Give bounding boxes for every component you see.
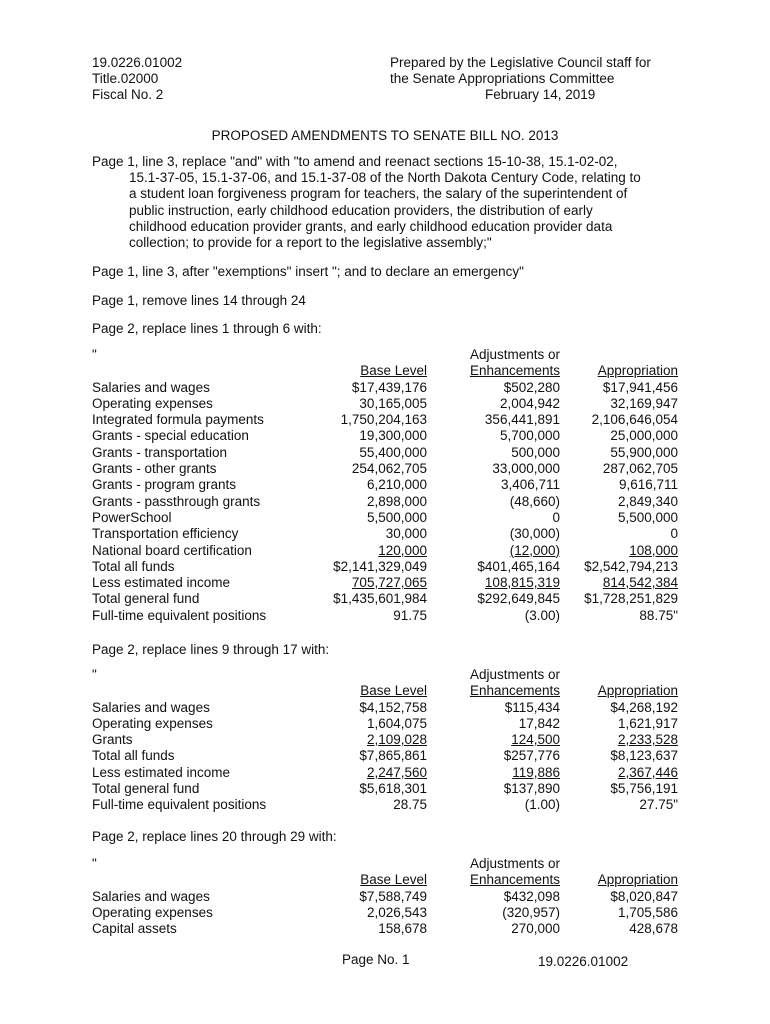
- enhancement-value: $292,649,845: [477, 591, 560, 607]
- enhancement-value: 108,815,319: [484, 575, 560, 591]
- appropriation-value: 25,000,000: [610, 428, 678, 444]
- enhancement-value: 2,004,942: [499, 395, 560, 411]
- base-level-value: 2,898,000: [366, 493, 427, 509]
- section-3-rows: [92, 889, 678, 938]
- section-3-open-quote: ": [92, 856, 97, 871]
- enhancement-value: 0: [552, 509, 560, 525]
- adjustments-header-top: Adjustments or: [469, 667, 560, 682]
- base-level-value: 30,165,005: [359, 395, 427, 411]
- adjustments-header-top: Adjustments or: [469, 347, 560, 362]
- base-level-value: 120,000: [378, 542, 427, 558]
- row-label: Full-time equivalent positions: [92, 797, 267, 813]
- enhancement-value: (1.00): [524, 797, 560, 813]
- appropriation-value: $17,941,456: [602, 379, 678, 395]
- table-row: [92, 526, 678, 542]
- base-level-value: $5,618,301: [359, 781, 427, 797]
- row-label: Grants - other grants: [92, 461, 217, 477]
- page-number: Page No. 1: [342, 952, 410, 967]
- base-level-value: 30,000: [385, 526, 427, 542]
- section-1-table: [92, 347, 678, 624]
- appropriation-value: 32,169,947: [610, 395, 678, 411]
- table-row: [92, 543, 678, 559]
- table-row: [92, 700, 678, 716]
- row-label: Grants: [92, 732, 133, 748]
- amendment-2: Page 1, line 3, after "exemptions" insert "; and to declare an emergency": [92, 264, 524, 279]
- appropriation-value: 428,678: [629, 921, 678, 937]
- prepared-by: Prepared by the Legislative Council staff for: [390, 55, 651, 70]
- table-row: [92, 575, 678, 591]
- enhancement-value: $137,890: [503, 781, 560, 797]
- table-row: [92, 765, 678, 781]
- table-header: [92, 363, 678, 379]
- enhancement-value: (3.00): [524, 607, 560, 623]
- table-header: [92, 683, 678, 699]
- table-row: [92, 559, 678, 575]
- table-row: [92, 477, 678, 493]
- base-level-value: 28.75: [393, 797, 427, 813]
- row-label: Total general fund: [92, 591, 200, 607]
- appropriation-value: 2,106,646,054: [591, 412, 678, 428]
- appropriation-value: 2,233,528: [617, 732, 678, 748]
- base-level-value: $7,588,749: [359, 888, 427, 904]
- appropriation-value: $8,123,637: [610, 748, 678, 764]
- enhancement-value: 3,406,711: [500, 477, 560, 493]
- base-level-value: $17,439,176: [351, 379, 427, 395]
- appropriation-value: $8,020,847: [610, 888, 678, 904]
- base-level-value: 19,300,000: [359, 428, 427, 444]
- row-label: Total general fund: [92, 781, 200, 797]
- section-1-rows: [92, 380, 678, 624]
- base-level-value: 1,750,204,163: [340, 412, 427, 428]
- section-3-instruction: Page 2, replace lines 20 through 29 with:: [92, 829, 337, 844]
- appropriation-value: 27.75": [639, 797, 678, 813]
- appropriation-value: 287,062,705: [602, 461, 678, 477]
- row-label: Operating expenses: [92, 395, 213, 411]
- appropriation-value: $1,728,251,829: [584, 591, 678, 607]
- section-2-table: [92, 667, 678, 814]
- appropriation-value: 1,705,586: [617, 904, 678, 920]
- title-number: Title.02000: [92, 71, 159, 86]
- row-label: Grants - transportation: [92, 444, 228, 460]
- table-row: [92, 380, 678, 396]
- appropriation-value: 0: [670, 526, 678, 542]
- appropriation-value: 814,542,384: [602, 575, 678, 591]
- table-row: [92, 494, 678, 510]
- doc-number: 19.0226.01002: [92, 55, 183, 70]
- appropriation-value: 2,849,340: [617, 493, 678, 509]
- table-row: [92, 716, 678, 732]
- appropriation-value: 2,367,446: [617, 764, 678, 780]
- section-2-instruction: Page 2, replace lines 9 through 17 with:: [92, 642, 330, 657]
- row-label: Salaries and wages: [92, 699, 210, 715]
- table-header-top: [92, 667, 678, 683]
- table-row: [92, 445, 678, 461]
- enhancement-value: 356,441,891: [484, 412, 560, 428]
- enhancement-value: 500,000: [511, 444, 560, 460]
- row-label: Operating expenses: [92, 715, 213, 731]
- enhancement-value: $401,465,164: [477, 558, 560, 574]
- enhancement-value: $115,434: [504, 699, 560, 715]
- committee: the Senate Appropriations Committee: [390, 71, 615, 86]
- table-header-top: [92, 856, 678, 872]
- section-2-rows: [92, 700, 678, 814]
- enhancement-value: (48,660): [509, 493, 560, 509]
- adjustments-header-top: Adjustments or: [469, 856, 560, 871]
- base-level-value: 2,109,028: [366, 732, 427, 748]
- amendment-1-line-3: a student loan forgiveness program for teachers, the salary of the superintendent of: [129, 186, 628, 202]
- enhancement-value: (12,000): [509, 542, 560, 558]
- document-title: PROPOSED AMENDMENTS TO SENATE BILL NO. 2013: [211, 128, 559, 143]
- base-level-value: 55,400,000: [359, 444, 427, 460]
- amendment-1: [92, 154, 692, 251]
- row-label: Integrated formula payments: [92, 412, 264, 428]
- header-left: [92, 55, 182, 103]
- table-row: [92, 781, 678, 797]
- base-level-value: $2,141,329,049: [333, 558, 427, 574]
- table-row: [92, 905, 678, 921]
- row-label: Less estimated income: [92, 764, 231, 780]
- row-label: Full-time equivalent positions: [92, 607, 267, 623]
- amendment-1-line-5: childhood education provider grants, and early childhood education provider data: [129, 218, 613, 234]
- amendment-1-line-1: Page 1, line 3, replace "and" with "to amend and reenact sections 15-10-38, 15.1-02-02,: [92, 154, 618, 169]
- row-label: Salaries and wages: [92, 888, 210, 904]
- base-level-value: 6,210,000: [366, 477, 427, 493]
- table-row: [92, 748, 678, 764]
- header-right: [390, 55, 651, 103]
- appropriation-value: $5,756,191: [610, 781, 678, 797]
- row-label: National board certification: [92, 542, 252, 558]
- appropriation-header: Appropriation: [597, 683, 678, 699]
- header-date: February 14, 2019: [485, 87, 596, 102]
- appropriation-value: 1,621,917: [617, 715, 678, 731]
- row-label: Less estimated income: [92, 575, 231, 591]
- appropriation-value: 55,900,000: [610, 444, 678, 460]
- row-label: Capital assets: [92, 921, 177, 937]
- base-level-value: 1,604,075: [366, 715, 427, 731]
- row-label: Total all funds: [92, 558, 175, 574]
- row-label: Grants - special education: [92, 428, 249, 444]
- table-row: [92, 608, 678, 624]
- section-3-table: [92, 856, 678, 937]
- enhancements-header: Enhancements: [469, 363, 560, 379]
- appropriation-value: 108,000: [629, 542, 678, 558]
- row-label: PowerSchool: [92, 509, 172, 525]
- base-level-value: $4,152,758: [359, 699, 427, 715]
- section-1-instruction: Page 2, replace lines 1 through 6 with:: [92, 321, 322, 336]
- base-level-header: Base Level: [360, 872, 427, 888]
- row-label: Grants - program grants: [92, 477, 237, 493]
- base-level-value: 705,727,065: [351, 575, 427, 591]
- base-level-value: 2,247,560: [366, 764, 427, 780]
- fiscal-number: Fiscal No. 2: [92, 87, 164, 102]
- enhancements-header: Enhancements: [469, 872, 560, 888]
- appropriation-value: 5,500,000: [617, 509, 678, 525]
- enhancements-header: Enhancements: [469, 683, 560, 699]
- amendment-1-line-6: collection; to provide for a report to the legislative assembly;": [129, 235, 492, 251]
- base-level-header: Base Level: [360, 683, 427, 699]
- table-row: [92, 732, 678, 748]
- table-row: [92, 428, 678, 444]
- table-row: [92, 921, 678, 937]
- row-label: Transportation efficiency: [92, 526, 239, 542]
- enhancement-value: 5,700,000: [499, 428, 560, 444]
- amendment-3: Page 1, remove lines 14 through 24: [92, 293, 306, 308]
- enhancement-value: $432,098: [503, 888, 560, 904]
- base-level-value: 158,678: [378, 921, 427, 937]
- enhancement-value: $502,280: [503, 379, 560, 395]
- row-label: Grants - passthrough grants: [92, 493, 261, 509]
- appropriation-value: $2,542,794,213: [584, 558, 678, 574]
- enhancement-value: 124,500: [511, 732, 560, 748]
- appropriation-value: $4,268,192: [610, 699, 678, 715]
- base-level-value: $7,865,861: [359, 748, 427, 764]
- table-header-top: [92, 347, 678, 363]
- base-level-value: 5,500,000: [366, 509, 427, 525]
- table-row: [92, 461, 678, 477]
- table-row: [92, 889, 678, 905]
- enhancement-value: 17,842: [518, 715, 560, 731]
- table-header: [92, 872, 678, 888]
- appropriation-header: Appropriation: [597, 363, 678, 379]
- table-row: [92, 510, 678, 526]
- base-level-value: 254,062,705: [351, 461, 427, 477]
- footer-doc-id: 19.0226.01002: [538, 954, 629, 969]
- base-level-value: 2,026,543: [366, 904, 427, 920]
- enhancement-value: $257,776: [503, 748, 560, 764]
- section-1-open-quote: ": [92, 347, 97, 362]
- base-level-value: $1,435,601,984: [333, 591, 427, 607]
- enhancement-value: (30,000): [509, 526, 560, 542]
- table-row: [92, 591, 678, 607]
- enhancement-value: 33,000,000: [492, 461, 560, 477]
- row-label: Salaries and wages: [92, 379, 210, 395]
- base-level-header: Base Level: [360, 363, 427, 379]
- row-label: Total all funds: [92, 748, 175, 764]
- row-label: Operating expenses: [92, 904, 213, 920]
- table-row: [92, 396, 678, 412]
- appropriation-header: Appropriation: [597, 872, 678, 888]
- enhancement-value: (320,957): [502, 904, 560, 920]
- table-row: [92, 797, 678, 813]
- appropriation-value: 9,616,711: [618, 477, 678, 493]
- amendment-1-line-2: 15.1-37-05, 15.1-37-06, and 15.1-37-08 of the North Dakota Century Code, relating to: [129, 170, 641, 186]
- enhancement-value: 119,886: [512, 764, 560, 780]
- appropriation-value: 88.75": [639, 607, 678, 623]
- enhancement-value: 270,000: [511, 921, 560, 937]
- base-level-value: 91.75: [393, 607, 427, 623]
- section-2-open-quote: ": [92, 667, 97, 682]
- amendment-1-line-4: public instruction, early childhood education providers, the distribution of early: [129, 202, 593, 218]
- table-row: [92, 412, 678, 428]
